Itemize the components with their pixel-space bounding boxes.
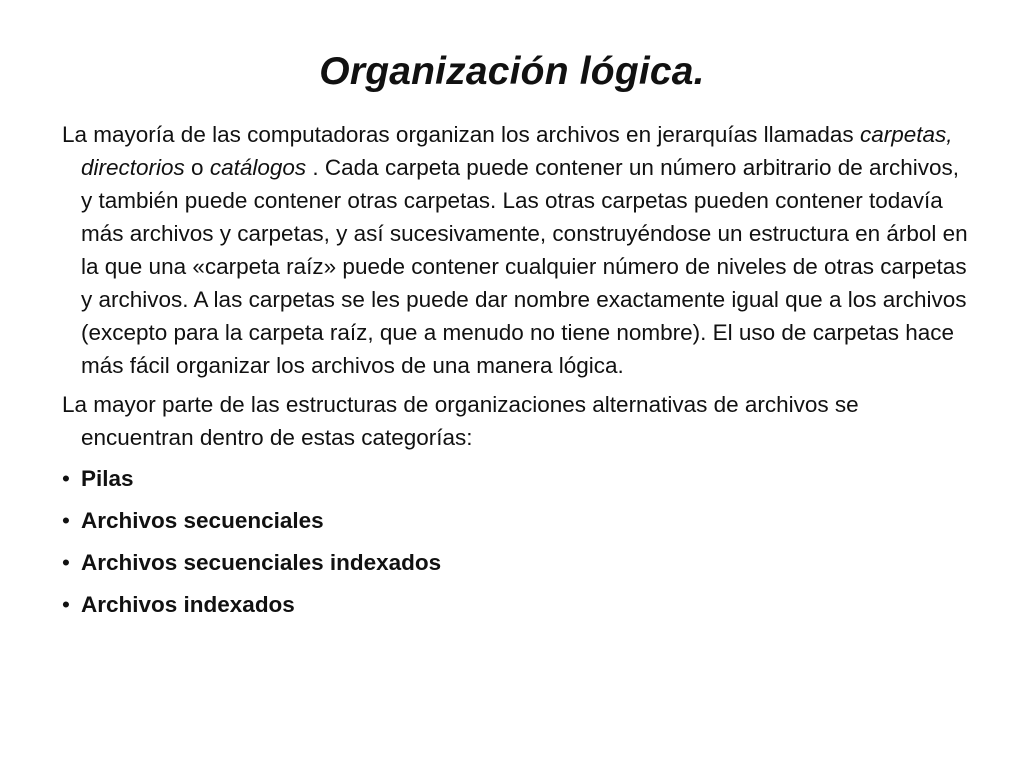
emphasis-carpetas-directorios: carpetas, directorios — [81, 122, 953, 180]
bullet-icon: • — [62, 508, 70, 533]
list-item-label: Archivos secuenciales — [81, 508, 324, 533]
slide-body — [62, 118, 972, 630]
bullet-icon: • — [62, 592, 70, 617]
list-item-label: Archivos indexados — [81, 592, 295, 617]
list-item-label: Archivos secuenciales indexados — [81, 550, 442, 575]
list-item — [62, 588, 972, 621]
bullet-icon: • — [62, 550, 70, 575]
bullet-icon: • — [62, 466, 70, 491]
paragraph-hierarchies — [62, 118, 972, 382]
slide-title: Organización lógica. — [319, 50, 705, 93]
category-list — [62, 462, 972, 621]
list-item-label: Pilas — [81, 466, 134, 491]
list-item — [62, 504, 972, 537]
list-item — [62, 546, 972, 579]
paragraph-text-rest: . Cada carpeta puede contener un número arbitrario de archivos, y también puede contener otras carpetas. Las otras carpetas pueden contener todavía más archivos y carpetas, y así sucesivamente, construyéndose un estructura en árbol en la que una «carpeta raíz» puede contener cualquier número de niveles de otras carpetas y archivos. A las carpetas se les puede dar nombre exactamente igual que a los archivos (excepto para la carpeta raíz, que a menudo no tiene nombre). El uso de carpetas hace más fácil organizar los archivos de una manera lógica. — [81, 155, 968, 378]
paragraph-text-o: o — [184, 155, 210, 180]
paragraph-categories: La mayor parte de las estructuras de organizaciones alternativas de archivos se encuentran dentro de estas categorías: — [62, 392, 859, 450]
list-item — [62, 462, 972, 495]
paragraph-text: La mayoría de las computadoras organizan los archivos en jerarquías llamadas — [62, 122, 860, 147]
emphasis-catalogos: catálogos — [209, 155, 307, 180]
